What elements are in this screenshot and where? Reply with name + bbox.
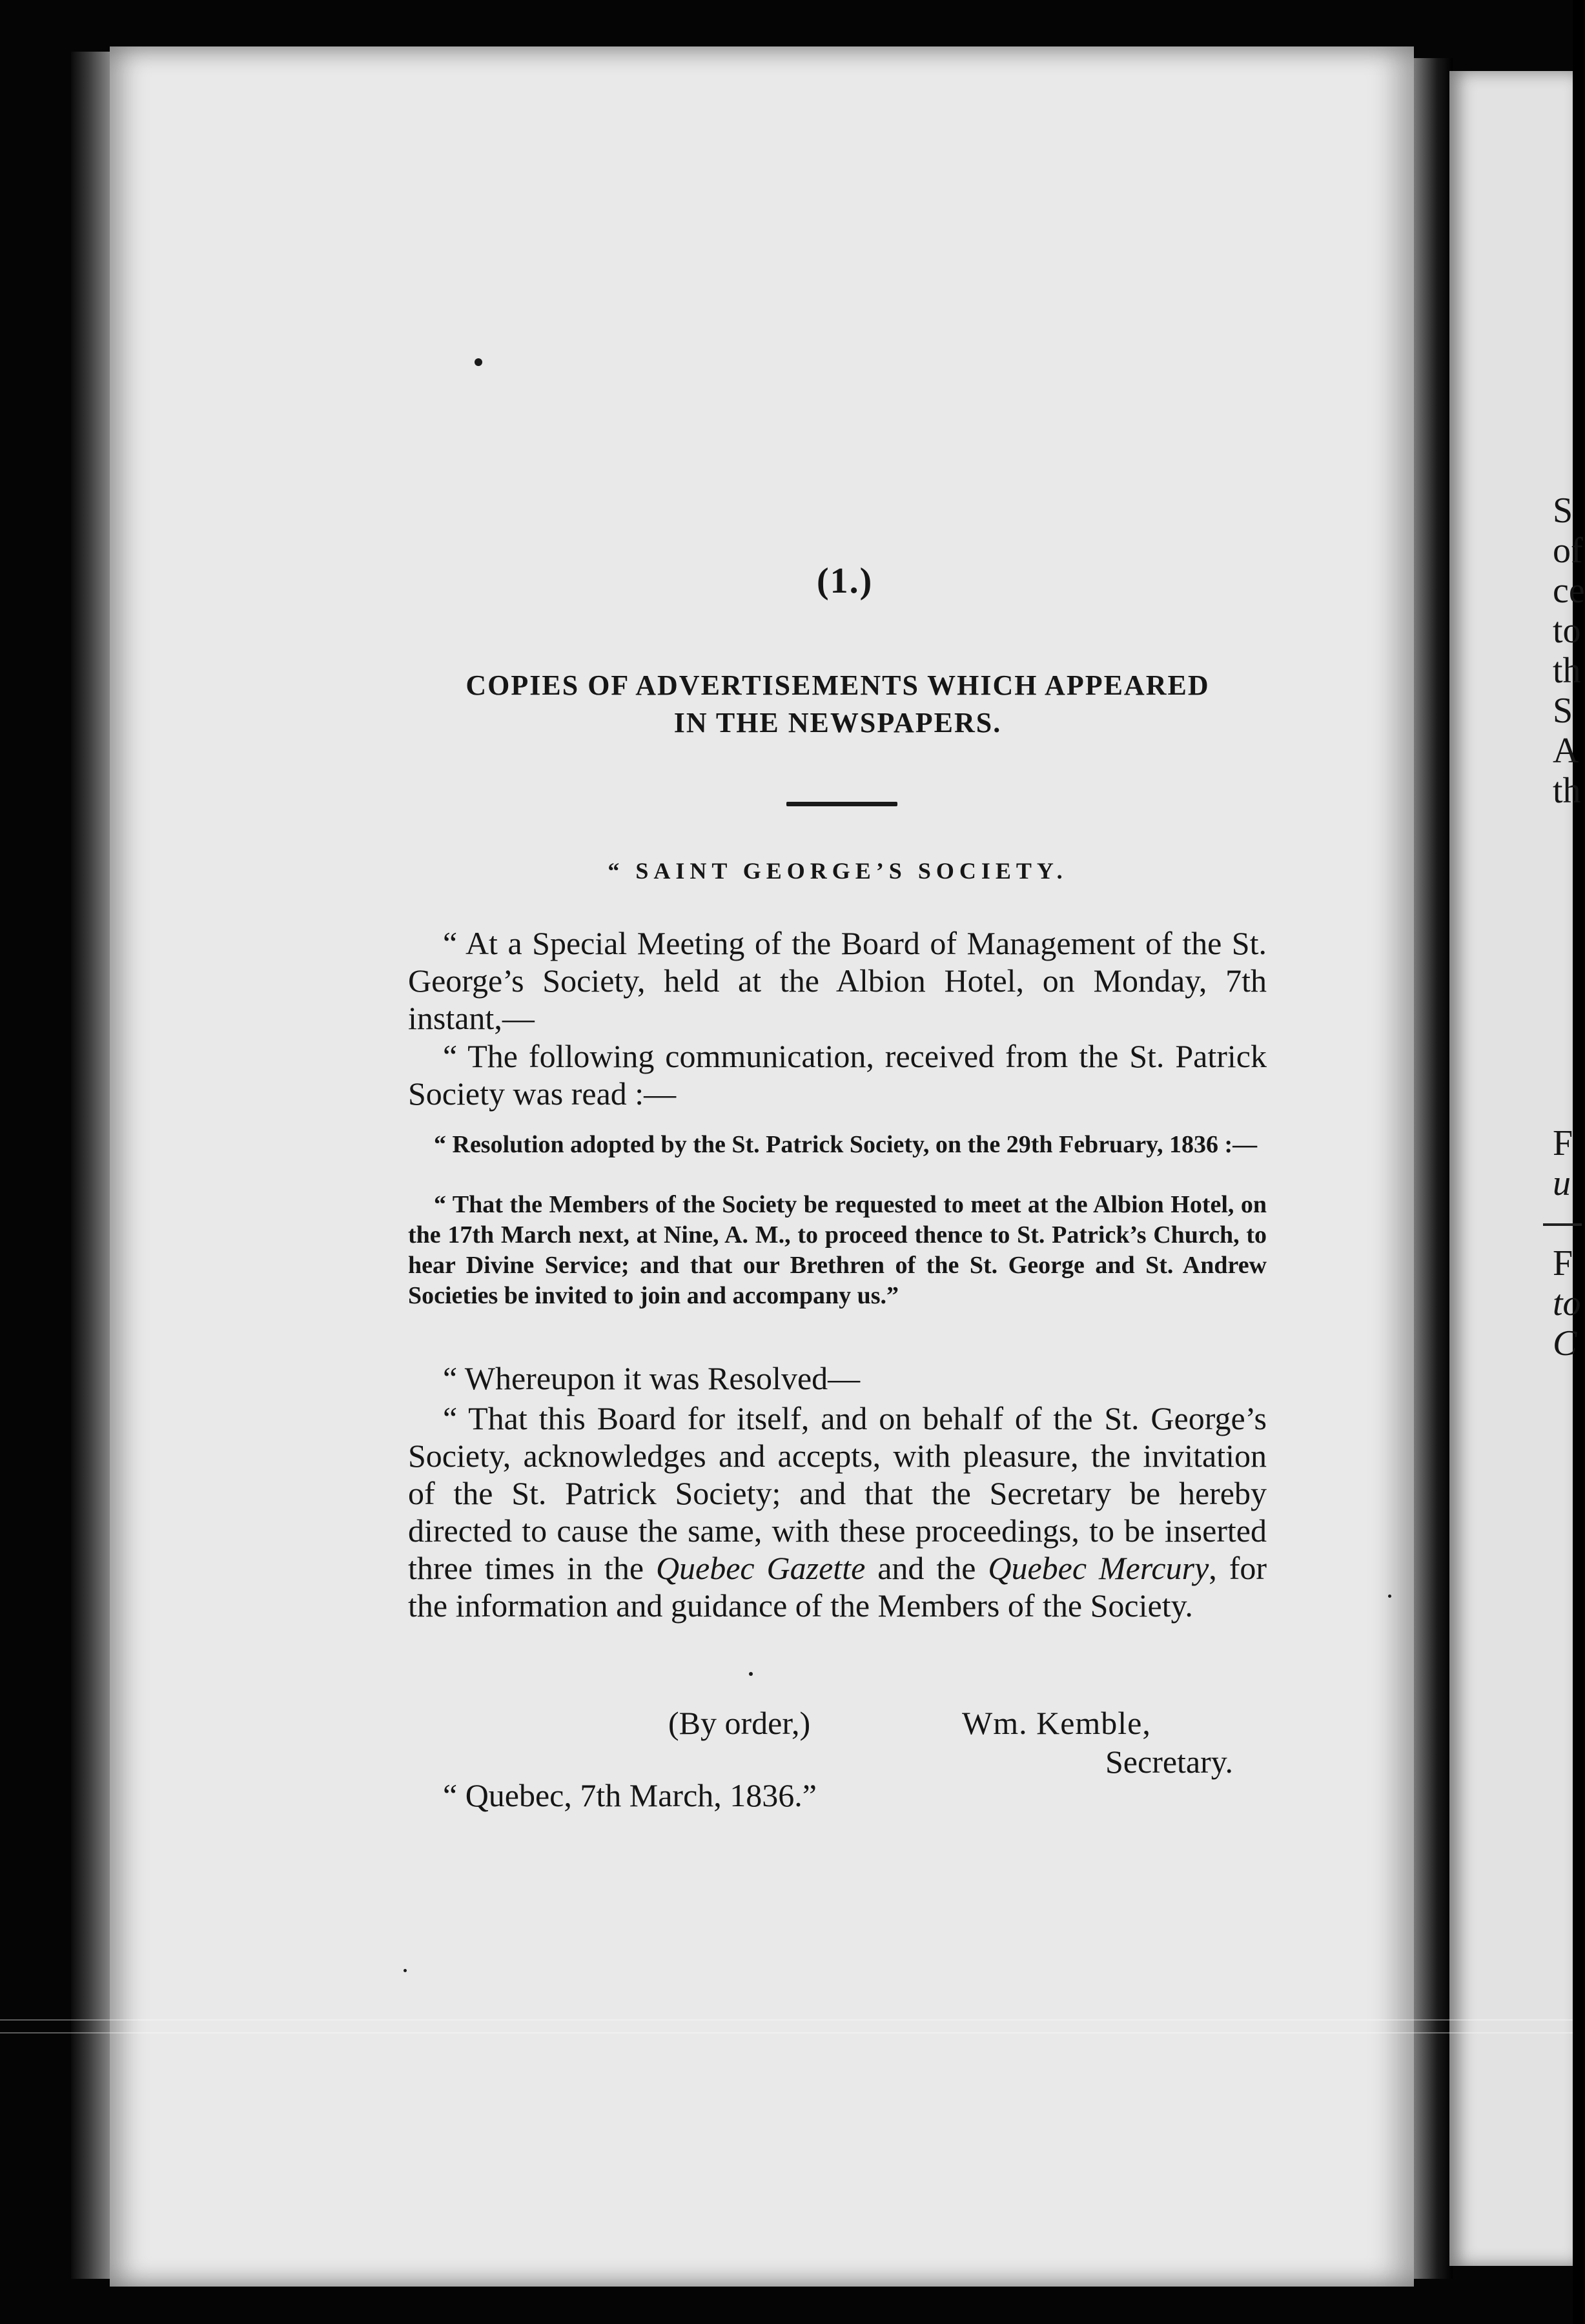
- adjacent-line: C: [1553, 1323, 1577, 1363]
- newspaper-name-1: Quebec Gazette: [655, 1550, 866, 1586]
- ink-speck: [404, 1969, 407, 1972]
- resolved-text-part-2: , for the information and guidance of the Members of the Society.: [408, 1550, 1267, 1624]
- ink-speck: [1388, 1595, 1391, 1598]
- resolution-text: “ That the Members of the Society be requested to meet at the Albion Hotel, on the 17th March next, at Nine, A. M., to proceed thence to St. Patrick’s Church, to hear Divine Service; and that our Brethren of the St. George and St. Andrew Societies be invited to join and accompany us.”: [408, 1191, 1267, 1309]
- adjacent-line: th: [1553, 771, 1581, 811]
- adjacent-line: u: [1553, 1163, 1571, 1203]
- adjacent-text-block-2: [1553, 1123, 1581, 1363]
- adjacent-line: S: [1553, 491, 1573, 531]
- adjacent-line: of: [1553, 531, 1583, 571]
- signatory-title: Secretary.: [1105, 1744, 1234, 1780]
- resolved-text-part-1: “ That this Board for itself, and on behalf of the St. George’s Society, acknowledges and accepts, with pleasure, the invitation of the St. Patrick Society; and that the Secretary be hereby directed to cause the same, with these proceedings, to be inserted three times in the: [408, 1400, 1267, 1586]
- ink-speck: [475, 358, 482, 366]
- resolution-intro: “ Resolution adopted by the St. Patrick Society, on the 29th February, 1836 :—: [434, 1131, 1258, 1158]
- ink-speck: [749, 1672, 753, 1676]
- adjacent-line: th: [1553, 651, 1581, 691]
- resolved-text-and: and the: [865, 1550, 988, 1586]
- meeting-paragraph: “ At a Special Meeting of the Board of Management of the St. George’s Society, held at the Albion Hotel, on Monday, 7th instant,—: [408, 925, 1267, 1036]
- adjacent-line: F: [1553, 1123, 1573, 1163]
- scan-line-artifact: [0, 2032, 1573, 2034]
- adjacent-rule: [1543, 1223, 1582, 1226]
- dateline: “ Quebec, 7th March, 1836.”: [443, 1777, 817, 1813]
- book-page: [110, 46, 1414, 2287]
- by-order-note: (By order,): [668, 1705, 811, 1741]
- heading-line-1: COPIES OF ADVERTISEMENTS WHICH APPEARED: [465, 669, 1210, 701]
- heading-line-2: IN THE NEWSPAPERS.: [673, 707, 1002, 739]
- adjacent-line: A: [1553, 731, 1579, 771]
- society-title: “ SAINT GEORGE’S SOCIETY.: [608, 858, 1068, 884]
- adjacent-line: to: [1553, 611, 1581, 651]
- scan-line-artifact: [0, 2019, 1573, 2021]
- whereupon-line: “ Whereupon it was Resolved—: [443, 1360, 861, 1396]
- adjacent-text-block-1: [1553, 491, 1585, 811]
- heading-divider-rule: [786, 802, 897, 806]
- signatory-name: Wm. Kemble,: [962, 1705, 1151, 1741]
- document-heading: [400, 667, 1275, 742]
- newspaper-name-2: Quebec Mercury: [988, 1550, 1209, 1586]
- resolved-paragraph: [408, 1400, 1267, 1624]
- adjacent-line: F: [1553, 1243, 1573, 1283]
- communication-paragraph: “ The following communication, received from the St. Patrick Society was read :—: [408, 1038, 1267, 1112]
- page-number: (1.): [817, 561, 874, 601]
- adjacent-line: ce: [1553, 571, 1585, 611]
- page-gutter: [1414, 58, 1453, 2279]
- adjacent-line: to: [1553, 1283, 1581, 1323]
- adjacent-page-fragment: [1449, 71, 1585, 2266]
- adjacent-line: S: [1553, 691, 1573, 731]
